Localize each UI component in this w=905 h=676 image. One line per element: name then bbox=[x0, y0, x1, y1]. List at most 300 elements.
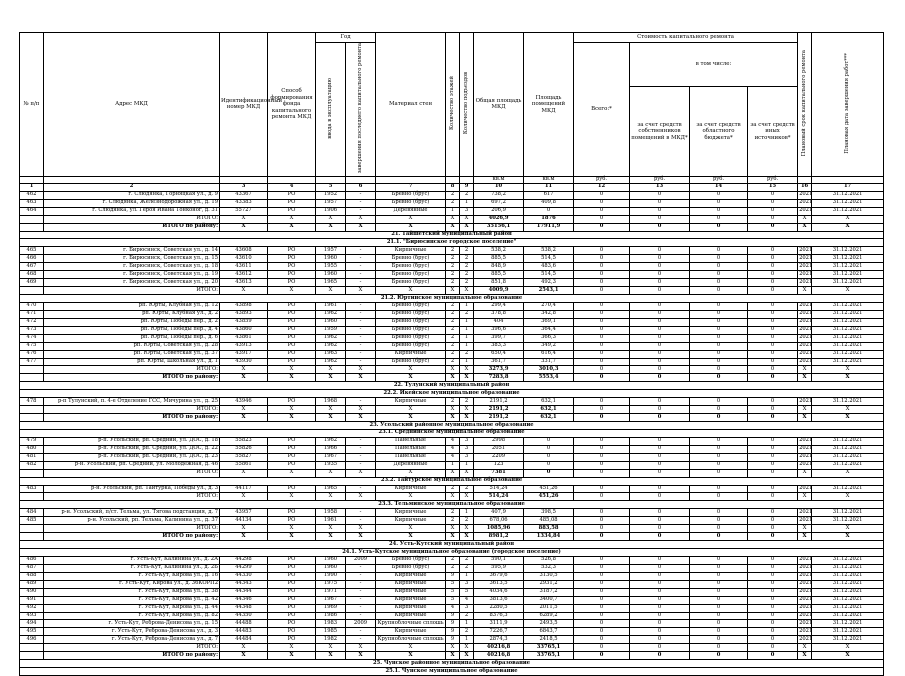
table-cell: X bbox=[220, 374, 268, 382]
table-cell: 0 bbox=[690, 191, 748, 199]
table-cell: 485,08 bbox=[524, 517, 574, 525]
table-cell: 40216,8 bbox=[474, 644, 524, 652]
column-number-cell: 12 bbox=[574, 183, 630, 191]
table-cell: 43957 bbox=[220, 509, 268, 517]
table-cell: X bbox=[316, 493, 346, 501]
table-cell: 2021 bbox=[799, 262, 813, 269]
table-cell: X bbox=[446, 223, 460, 231]
table-cell: 361,7 bbox=[474, 358, 524, 366]
table-cell: - bbox=[346, 350, 376, 358]
table-cell: X bbox=[376, 493, 446, 501]
total-label-cell: ИТОГО по району: bbox=[44, 414, 220, 422]
table-cell: 0 bbox=[748, 318, 798, 326]
table-cell: 0 bbox=[690, 644, 748, 652]
table-cell: 0 bbox=[630, 223, 690, 231]
table-cell: 31.12.2021 bbox=[812, 342, 884, 350]
table-cell: 0 bbox=[630, 556, 690, 564]
table-cell: 1 bbox=[460, 620, 474, 628]
subtotal-row bbox=[20, 215, 884, 223]
table-cell: - bbox=[346, 263, 376, 271]
table-cell: 0 bbox=[748, 366, 798, 374]
table-cell: 2021 bbox=[799, 612, 813, 618]
table-cell: 2021 bbox=[799, 326, 813, 333]
subtotal-row bbox=[20, 366, 884, 374]
total-label-cell: ИТОГО: bbox=[44, 644, 220, 652]
table-cell: 0 bbox=[574, 588, 630, 596]
table-cell: 43913 bbox=[220, 342, 268, 350]
table-cell: 2021 bbox=[799, 461, 813, 468]
table-cell: 0 bbox=[690, 517, 748, 525]
table-cell: 0 bbox=[690, 271, 748, 279]
table-cell: 1965 bbox=[316, 279, 346, 287]
table-row bbox=[20, 636, 884, 644]
table-cell: РО bbox=[268, 636, 316, 644]
table-cell: X bbox=[446, 493, 460, 501]
table-cell: X bbox=[316, 215, 346, 223]
table-cell: 4 bbox=[446, 445, 460, 453]
address-cell: г. Усть-Кут, Кирова ул., д. 44 bbox=[44, 604, 220, 612]
table-cell: 476 bbox=[20, 350, 44, 358]
table-row bbox=[20, 255, 884, 263]
table-cell: РО bbox=[268, 445, 316, 453]
table-cell: 0 bbox=[630, 453, 690, 461]
table-cell: 0 bbox=[524, 461, 574, 469]
table-cell: РО bbox=[268, 556, 316, 564]
table-cell: 0 bbox=[574, 445, 630, 453]
table-cell: 0 bbox=[630, 485, 690, 493]
table-cell: 0 bbox=[630, 652, 690, 660]
table-cell: 2 bbox=[446, 199, 460, 207]
col-incl-header: в том числе: bbox=[630, 43, 798, 87]
table-cell: 0 bbox=[690, 580, 748, 588]
table-row bbox=[20, 247, 884, 255]
table-cell: X bbox=[268, 287, 316, 295]
table-cell: 2 bbox=[460, 350, 474, 358]
table-cell: X bbox=[446, 644, 460, 652]
table-cell: 5 bbox=[446, 596, 460, 604]
table-cell: 9 bbox=[446, 636, 460, 644]
table-cell: 2191,2 bbox=[474, 398, 524, 406]
table-cell: 3 bbox=[460, 604, 474, 612]
table-cell: X bbox=[460, 414, 474, 422]
table-cell: 0 bbox=[748, 398, 798, 406]
table-cell: 2021 bbox=[799, 310, 813, 317]
table-cell: 477 bbox=[20, 358, 44, 366]
table-cell: 470 bbox=[20, 302, 44, 310]
table-cell: X bbox=[812, 366, 884, 374]
table-cell: 31.12.2021 bbox=[812, 334, 884, 342]
table-cell: 31.12.2021 bbox=[812, 612, 884, 620]
table-cell bbox=[20, 287, 44, 295]
table-cell: 1961 bbox=[316, 302, 346, 310]
table-cell: 366,3 bbox=[524, 334, 574, 342]
table-cell: 0 bbox=[630, 628, 690, 636]
section-title: 23. Усольский районное муниципальное образование bbox=[20, 422, 884, 430]
column-number-cell: 11 bbox=[524, 183, 574, 191]
address-cell: р-н. Усольский, рп. Средний, ул. Молодежная, д. 46 bbox=[44, 461, 220, 469]
table-cell: X bbox=[220, 406, 268, 414]
table-cell: 1960 bbox=[316, 255, 346, 263]
column-number-row bbox=[20, 183, 884, 191]
table-cell: 2009 bbox=[346, 620, 376, 628]
section-title-row bbox=[20, 382, 884, 390]
table-cell: 0 bbox=[574, 287, 630, 295]
table-cell: X bbox=[220, 215, 268, 223]
table-cell: 31.12.2021 bbox=[812, 461, 884, 469]
table-cell: 0 bbox=[690, 572, 748, 580]
address-cell: г. Усть-Кут, Калинина ул., д. 2А bbox=[44, 556, 220, 564]
table-cell: 0 bbox=[690, 255, 748, 263]
table-cell: 1955 bbox=[316, 263, 346, 271]
table-cell: X bbox=[220, 525, 268, 533]
table-cell: 1966 bbox=[316, 445, 346, 453]
table-row bbox=[20, 191, 884, 199]
table-cell: 3273,9 bbox=[474, 366, 524, 374]
table-cell: X bbox=[798, 223, 812, 231]
address-cell: г. Усть-Кут, Реброва-Денисова ул., д. 15 bbox=[44, 620, 220, 628]
table-cell: 0 bbox=[690, 358, 748, 366]
table-cell: 43930 bbox=[220, 358, 268, 366]
table-cell: X bbox=[376, 469, 446, 477]
table-cell bbox=[20, 644, 44, 652]
table-cell: 299,4 bbox=[474, 302, 524, 310]
table-cell: 31.12.2021 bbox=[812, 628, 884, 636]
table-cell: 0 bbox=[748, 263, 798, 271]
table-cell: X bbox=[812, 223, 884, 231]
unit-cell bbox=[316, 176, 346, 183]
table-cell: 526,8 bbox=[524, 556, 574, 564]
table-cell: X bbox=[798, 644, 812, 652]
table-cell: Кирпичные bbox=[376, 509, 446, 517]
table-cell: 2 bbox=[460, 310, 474, 318]
table-cell: 0 bbox=[574, 358, 630, 366]
col-year-last-repair-header: завершения последнего капитального ремонта bbox=[346, 43, 376, 177]
table-cell: 55826 bbox=[220, 445, 268, 453]
section-title-row bbox=[20, 660, 884, 668]
table-cell: 2021 bbox=[799, 516, 813, 523]
table-cell: X bbox=[220, 366, 268, 374]
table-cell: 2493,5 bbox=[524, 620, 574, 628]
table-cell: Бревно (брус) bbox=[376, 318, 446, 326]
unit-cell bbox=[376, 176, 446, 183]
table-cell: 2 bbox=[460, 517, 474, 525]
table-cell: - bbox=[346, 302, 376, 310]
table-cell: 2021 bbox=[799, 564, 813, 571]
table-cell: Деревянные bbox=[376, 207, 446, 215]
subtotal-row bbox=[20, 644, 884, 652]
table-cell: 0 bbox=[524, 453, 574, 461]
unit-cell bbox=[346, 176, 376, 183]
table-cell: 0 bbox=[630, 612, 690, 620]
table-row bbox=[20, 453, 884, 461]
table-cell: X bbox=[346, 644, 376, 652]
table-cell: 43613 bbox=[220, 279, 268, 287]
table-cell: 1986 bbox=[316, 612, 346, 620]
col-floors-header: Количество этажей bbox=[446, 33, 460, 177]
table-cell: 1968 bbox=[316, 398, 346, 406]
table-cell: X bbox=[220, 223, 268, 231]
table-cell: РО bbox=[268, 247, 316, 255]
table-cell: 2021 bbox=[799, 278, 813, 285]
table-cell: 7381 bbox=[474, 469, 524, 477]
table-cell: 55861 bbox=[220, 461, 268, 469]
table-cell: 1962 bbox=[316, 334, 346, 342]
table-cell: 0 bbox=[574, 207, 630, 215]
col-method-header: Способ формирования фонда капитального ремонта МКД bbox=[268, 33, 316, 177]
col-premises-area-header: Площадь помещений МКД bbox=[524, 33, 574, 177]
table-cell: 0 bbox=[748, 636, 798, 644]
table-cell: 2 bbox=[446, 509, 460, 517]
table-cell: 1969 bbox=[316, 604, 346, 612]
table-cell: 2 bbox=[460, 255, 474, 263]
table-cell: 1 bbox=[460, 318, 474, 326]
table-cell: 43611 bbox=[220, 263, 268, 271]
table-cell bbox=[20, 652, 44, 660]
table-cell: 0 bbox=[690, 366, 748, 374]
section-title: 24. Усть-Кутский муниципальный район bbox=[20, 541, 884, 549]
table-cell: - bbox=[346, 517, 376, 525]
table-cell: X bbox=[798, 287, 812, 295]
table-cell: 0 bbox=[690, 334, 748, 342]
table-row bbox=[20, 572, 884, 580]
table-cell: 2 bbox=[460, 556, 474, 564]
table-cell: X bbox=[268, 406, 316, 414]
table-cell: 123 bbox=[474, 461, 524, 469]
table-cell: 3130,5 bbox=[524, 572, 574, 580]
table-cell: 2 bbox=[446, 191, 460, 199]
table-cell: 0 bbox=[690, 628, 748, 636]
table-cell: X bbox=[460, 374, 474, 382]
table-cell: 0 bbox=[574, 406, 630, 414]
table-cell: 404 bbox=[474, 318, 524, 326]
address-cell: г. Усть-Кут, Реброва-Денисова ул., д. 7 bbox=[44, 636, 220, 644]
table-cell: РО bbox=[268, 207, 316, 215]
table-cell: 7283,8 bbox=[474, 374, 524, 382]
table-cell: 31.12.2021 bbox=[812, 207, 884, 215]
table-cell: - bbox=[346, 437, 376, 445]
table-cell: 2021 bbox=[799, 302, 813, 309]
table-cell: 0 bbox=[630, 580, 690, 588]
table-cell: 31.12.2021 bbox=[812, 564, 884, 572]
table-cell: 2998 bbox=[474, 437, 524, 445]
table-cell bbox=[20, 223, 44, 231]
section-title: 22.2. Икейское муниципальное образование bbox=[20, 390, 884, 398]
table-cell: 2 bbox=[446, 326, 460, 334]
unit-cell bbox=[460, 176, 474, 183]
repair-program-table bbox=[19, 32, 884, 676]
table-cell: 44117 bbox=[220, 485, 268, 493]
table-cell: 532,3 bbox=[524, 564, 574, 572]
col-year-group-header: Год bbox=[316, 33, 376, 43]
total-label-cell: ИТОГО по району: bbox=[44, 652, 220, 660]
col-cost-group-header: Стоимость капитального ремонта bbox=[574, 33, 798, 43]
table-cell: 3010,3 bbox=[524, 366, 574, 374]
table-row bbox=[20, 556, 884, 564]
table-cell: 2021 bbox=[799, 334, 813, 341]
repair-program-document bbox=[19, 32, 883, 676]
table-cell: - bbox=[346, 445, 376, 453]
total-label-cell: ИТОГО: bbox=[44, 287, 220, 295]
unit-cell: руб. bbox=[574, 176, 630, 183]
table-cell: 2021 bbox=[799, 318, 813, 325]
table-cell: 2280,5 bbox=[474, 604, 524, 612]
table-cell: X bbox=[446, 469, 460, 477]
table-cell: 1 bbox=[446, 461, 460, 469]
district-total-row bbox=[20, 374, 884, 382]
table-cell: 396,6 bbox=[474, 326, 524, 334]
table-cell: 0 bbox=[574, 612, 630, 620]
table-cell: 43946 bbox=[220, 398, 268, 406]
table-cell: 2 bbox=[446, 556, 460, 564]
table-cell: 0 bbox=[574, 533, 630, 541]
table-cell: 0 bbox=[748, 525, 798, 533]
section-title-row bbox=[20, 541, 884, 549]
table-cell: 2 bbox=[460, 191, 474, 199]
table-cell: 44299 bbox=[220, 564, 268, 572]
col-entrances-header: Количество подъездов bbox=[460, 33, 474, 177]
table-cell: 0 bbox=[630, 461, 690, 469]
table-cell: X bbox=[446, 414, 460, 422]
table-cell: - bbox=[346, 207, 376, 215]
table-cell: - bbox=[346, 255, 376, 263]
table-cell: Панельные bbox=[376, 437, 446, 445]
table-cell: 0 bbox=[748, 247, 798, 255]
table-cell: 4 bbox=[446, 437, 460, 445]
table-cell: - bbox=[346, 596, 376, 604]
table-cell: 0 bbox=[748, 652, 798, 660]
table-cell: РО bbox=[268, 199, 316, 207]
table-cell: 0 bbox=[748, 271, 798, 279]
table-cell: 486 bbox=[20, 556, 44, 564]
table-cell: 31.12.2021 bbox=[812, 604, 884, 612]
address-cell: р-п. Усольский, рп. Средний, ул. ДОС, д. 23 bbox=[44, 453, 220, 461]
table-cell: 0 bbox=[748, 406, 798, 414]
table-cell: 2191,2 bbox=[474, 406, 524, 414]
table-cell bbox=[20, 414, 44, 422]
table-cell: X bbox=[798, 414, 812, 422]
table-cell: Крупноблочные сплошь bbox=[377, 635, 444, 642]
address-cell: г. Усть-Кут, Калинина ул., д. 2Б bbox=[44, 564, 220, 572]
address-cell: г. Усть-Кут, Кирова ул., д. 38 bbox=[44, 588, 220, 596]
table-cell: 1 bbox=[446, 207, 460, 215]
district-total-row bbox=[20, 533, 884, 541]
table-cell: 0 bbox=[748, 453, 798, 461]
table-header bbox=[20, 33, 884, 177]
table-cell: 2 bbox=[446, 310, 460, 318]
table-cell: 466 bbox=[20, 255, 44, 263]
unit-cell bbox=[798, 176, 812, 183]
table-cell: 0 bbox=[690, 652, 748, 660]
table-cell: 31.12.2021 bbox=[812, 302, 884, 310]
table-cell: 0 bbox=[748, 604, 798, 612]
table-cell: 2021 bbox=[799, 596, 813, 603]
table-cell: 0 bbox=[748, 207, 798, 215]
table-cell: X bbox=[798, 652, 812, 660]
table-row bbox=[20, 263, 884, 271]
table-cell: X bbox=[376, 533, 446, 541]
section-title-row bbox=[20, 390, 884, 398]
section-title-row bbox=[20, 668, 884, 676]
table-cell: 632,1 bbox=[524, 414, 574, 422]
table-cell: 0 bbox=[630, 271, 690, 279]
table-cell: 44346 bbox=[220, 596, 268, 604]
table-cell: 2543,1 bbox=[524, 287, 574, 295]
table-row bbox=[20, 350, 884, 358]
table-cell: РО bbox=[268, 350, 316, 358]
table-cell: 451,26 bbox=[524, 493, 574, 501]
table-cell: 0 bbox=[748, 358, 798, 366]
table-cell: X bbox=[376, 287, 446, 295]
table-cell: 538,2 bbox=[474, 247, 524, 255]
district-total-row bbox=[20, 652, 884, 660]
table-cell: X bbox=[376, 525, 446, 533]
table-cell: 1961 bbox=[316, 517, 346, 525]
table-cell: - bbox=[346, 279, 376, 287]
unit-cell bbox=[44, 176, 220, 183]
table-cell: 44298 bbox=[220, 556, 268, 564]
table-cell: РО bbox=[268, 485, 316, 493]
table-cell: - bbox=[346, 604, 376, 612]
table-cell: - bbox=[346, 628, 376, 636]
table-cell: 0 bbox=[690, 302, 748, 310]
col-planned-start-header: Плановый срок капитального ремонта bbox=[798, 33, 812, 177]
table-cell: 2874,3 bbox=[474, 636, 524, 644]
table-cell: X bbox=[316, 533, 346, 541]
table-cell: 2051 bbox=[474, 445, 524, 453]
table-cell: 0 bbox=[690, 469, 748, 477]
table-cell: 1958 bbox=[316, 509, 346, 517]
table-cell: РО bbox=[268, 612, 316, 620]
table-cell: 0 bbox=[574, 485, 630, 493]
table-cell: X bbox=[316, 644, 346, 652]
table-cell: 2021 bbox=[799, 635, 813, 642]
address-cell: г. Бирюсинск, Советская ул., д. 14 bbox=[44, 247, 220, 255]
address-cell: г. Слюдянка, ул. Героя Ивана Тонконог, д. 31 bbox=[44, 207, 220, 215]
table-cell: РО bbox=[268, 326, 316, 334]
table-cell: 2191,2 bbox=[474, 414, 524, 422]
table-cell: 0 bbox=[690, 398, 748, 406]
table-cell: 43898 bbox=[220, 302, 268, 310]
table-cell: 31.12.2021 bbox=[812, 636, 884, 644]
table-cell: 0 bbox=[748, 556, 798, 564]
table-cell: РО bbox=[268, 263, 316, 271]
table-cell: 4 bbox=[460, 596, 474, 604]
table-cell: 2418,5 bbox=[524, 636, 574, 644]
table-cell: РО bbox=[268, 509, 316, 517]
table-cell: 0 bbox=[690, 437, 748, 445]
section-title: 24.1. Усть-Кутское муниципальное образование (городское поселение) bbox=[20, 549, 884, 557]
table-cell: - bbox=[346, 318, 376, 326]
total-label-cell: ИТОГО: bbox=[44, 366, 220, 374]
table-cell: 0 bbox=[690, 461, 748, 469]
table-cell: 44330 bbox=[220, 572, 268, 580]
table-cell: X bbox=[346, 215, 376, 223]
table-cell: 9 bbox=[446, 572, 460, 580]
table-cell: 0 bbox=[748, 628, 798, 636]
table-cell: 495 bbox=[20, 628, 44, 636]
table-cell: 0 bbox=[574, 374, 630, 382]
table-cell: 451,26 bbox=[524, 485, 574, 493]
table-cell: 409,8 bbox=[524, 199, 574, 207]
table-cell: X bbox=[346, 223, 376, 231]
table-cell: 474 bbox=[20, 334, 44, 342]
table-cell: 0 bbox=[690, 207, 748, 215]
table-cell: 1962 bbox=[316, 342, 346, 350]
table-cell: 0 bbox=[574, 493, 630, 501]
table-cell: 33765,1 bbox=[524, 652, 574, 660]
table-cell: 206,9 bbox=[474, 207, 524, 215]
table-cell: 1982 bbox=[316, 636, 346, 644]
